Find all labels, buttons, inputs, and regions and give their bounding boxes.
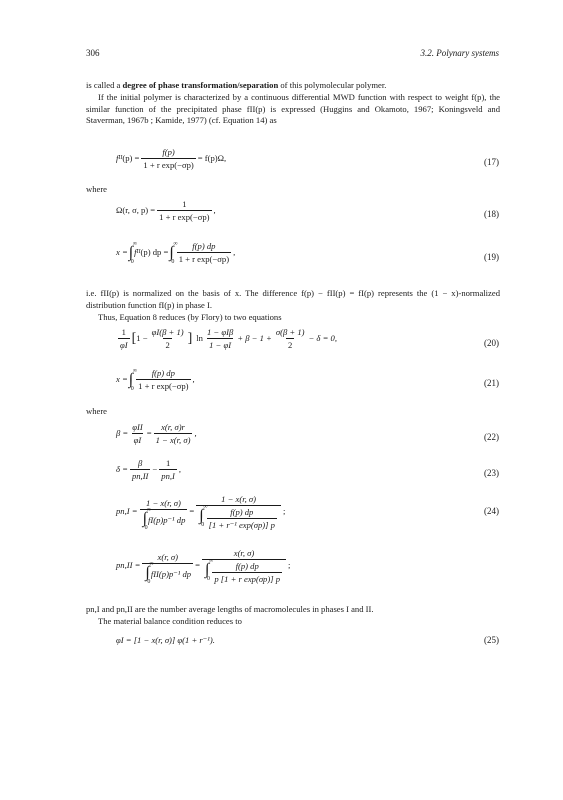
fraction: x(r, σ) ∫ ∞ 0 fII(p)p⁻¹ dp: [142, 552, 193, 581]
paragraph-number-average: pn,I and pn,II are the number average lengths of macromolecules in phases I and II.: [86, 604, 374, 614]
equation-number-18: (18): [484, 209, 499, 219]
paragraph-material-balance: The material balance condition reduces to: [98, 616, 242, 626]
fraction: $\frac{1}{\text{1 + r exp(−σp)}}$: [159, 199, 210, 222]
equation-17: f II (p) = $\frac{f(p)}{\text{1 + r exp(−σp)}}$ = f(p)Ω,: [116, 147, 227, 170]
equation-number-19: (19): [484, 252, 499, 262]
defined-term: degree of phase transformation/separation: [122, 80, 279, 90]
fraction: $\frac{\text{1 − φIβ}}{1 - \varphi I}$: [206, 327, 234, 350]
fraction: $\frac{\varphi I(\beta + 1)}{2}$: [151, 327, 184, 350]
running-header: [86, 48, 499, 60]
integral-sign: ∫ ∞ 0: [128, 367, 138, 392]
equation-number-20: (20): [484, 338, 499, 348]
fraction: $\frac{f(p)}{\text{1 + r exp(−σp)}}$: [143, 147, 194, 170]
fraction: $\frac{\text{φII}}{\varphi I}$: [132, 422, 143, 445]
equation-number-24: (24): [484, 506, 499, 516]
fraction: $\frac{1}{pn,I}$: [161, 458, 175, 481]
section-title: 3.2. Polynary systems: [420, 48, 499, 58]
fraction: $\frac{\sigma(\beta + 1)}{2}$: [275, 327, 305, 350]
where-label: where: [86, 406, 107, 416]
fraction: $\frac{x(r, \sigma)r}{1 - x(r, \sigma)}$: [155, 422, 191, 445]
integral-sign: ∫ ∞ 0: [204, 558, 214, 583]
equation-25: φI = [1 − x(r, σ)] φ(1 + r⁻¹).: [116, 635, 215, 645]
integral-sign: ∫ ∞ 0: [169, 240, 178, 265]
paragraph-definition: is called a degree of phase transformation/separation of this polymolecular polymer.: [86, 80, 387, 90]
integral-sign: ∫ ∞ 0: [128, 240, 138, 265]
fraction: $\frac{1}{\varphi I}$: [120, 327, 128, 350]
paragraph-normalized: i.e. fII(p) is normalized on the basis of x. The difference f(p) − fII(p) = fI(p) represents the (1 − x)-normalized distribution function fI(p) in phase I.: [86, 288, 500, 310]
equation-number-22: (22): [484, 432, 499, 442]
equation-number-25: (25): [484, 635, 499, 645]
integral-sign: ∫ ∞ 0: [199, 504, 208, 529]
fraction: $\frac{\beta}{pn,II}$: [131, 458, 149, 481]
fraction: x(r, σ) ∫ ∞ 0 $\frac{f(p) dp}{\text{p [1 + r exp(σp)] p}}$: [202, 548, 286, 584]
equation-number-21: (21): [484, 378, 499, 388]
page-number: 306: [86, 48, 100, 58]
equation-22: β = $\frac{\text{φII}}{\varphi I}$ = $\frac{x(r, \sigma)r}{1 - x(r, \sigma)}$ ,: [116, 422, 197, 445]
fraction: $\frac{f(p) dp}{\text{1 + r exp(−σp)}}$: [178, 241, 230, 264]
equation-number-23: (23): [484, 468, 499, 478]
fraction: 1 − x(r, σ) ∫ ∞ 0 $\frac{f(p) dp}{\text{[1 + r⁻¹ exp(σp)] p}}$: [196, 494, 281, 530]
equation-19: x = ∫ ∞ 0 f II (p) dp = ∫ ∞ 0 $\frac{f(p) dp}{\text{1 + r exp(−σp)}}$ ,: [116, 240, 236, 265]
integral-sign: ∫ ∞ 0: [145, 560, 154, 585]
equation-20: $\frac{1}{\varphi I}$ [ 1 − $\frac{\varphi I(\beta + 1)}{2}$ ] ln $\frac{\text{1 − φIβ}}{1 - \varphi I}$ + β − 1 + $\frac{\sigma(\beta + 1)}{2}$ − δ = 0,: [120, 327, 337, 350]
equation-21: x = ∫ ∞ 0 $\frac{f(p) dp}{\text{1 + r exp(−σp)}}$ ,: [116, 367, 195, 392]
where-label: where: [86, 184, 107, 194]
equation-24: pn,I = 1 − x(r, σ) ∫ ∞ 0 fI(p)p⁻¹ dp = 1 − x(r, σ) ∫ ∞ 0 $\frac{f(p) dp}{\text{[1 + r⁻¹ exp(σp)] p}}$ ;: [116, 494, 286, 531]
paragraph-flory: Thus, Equation 8 reduces (by Flory) to two equations: [98, 312, 282, 322]
fraction: $\frac{f(p) dp}{\text{p [1 + r exp(σp)] p}}$: [214, 561, 281, 584]
integral-sign: ∫ ∞ 0: [142, 506, 151, 531]
fraction: $\frac{f(p) dp}{\text{[1 + r⁻¹ exp(σp)] p}}$: [208, 507, 275, 530]
equation-number-17: (17): [484, 157, 499, 167]
fraction: 1 − x(r, σ) ∫ ∞ 0 fI(p)p⁻¹ dp: [140, 498, 188, 527]
equation-18: Ω(r, σ, p) = $\frac{1}{\text{1 + r exp(−σp)}}$ ,: [116, 199, 216, 222]
equation-pn-II: pn,II = x(r, σ) ∫ ∞ 0 fII(p)p⁻¹ dp = x(r, σ) ∫ ∞ 0 $\frac{f(p) dp}{\text{p [1 + r exp(σp)] p}}$ ;: [116, 548, 291, 585]
fraction: $\frac{f(p) dp}{\text{1 + r exp(−σp)}}$: [138, 368, 189, 391]
equation-23: δ = $\frac{\beta}{pn,II}$ − $\frac{1}{pn,I}$ ,: [116, 458, 182, 481]
paragraph-mwd: If the initial polymer is characterized by a continuous differential MWD function with respect to weight f(p), the similar function of the precipitated phase fII(p) is expressed (Huggins and Okamoto, 1967; Koningsveld and Staverman, 1967b ; Kamide, 1977) (cf. Equation 14) as: [86, 92, 500, 125]
